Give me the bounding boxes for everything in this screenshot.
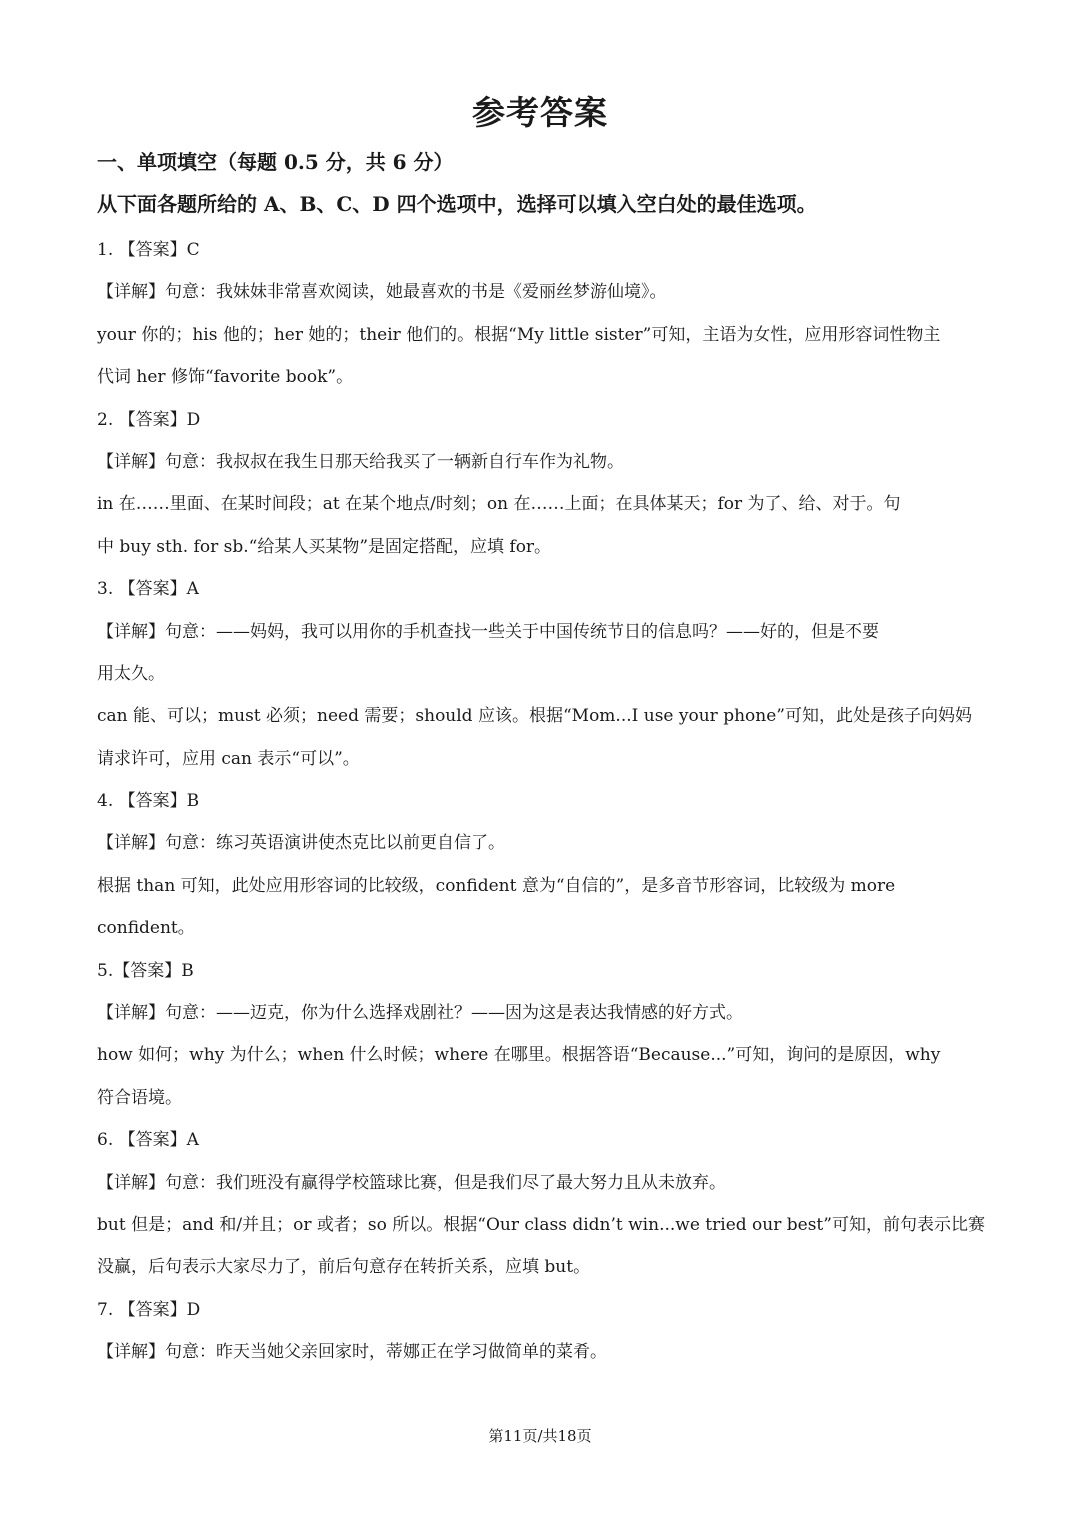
explanation-line: confident。 bbox=[97, 918, 195, 939]
explanation-line: can 能、可以；must 必须；need 需要；should 应该。根据“Mom...I use your phone”可知，此处是孩子向妈妈 bbox=[97, 706, 972, 727]
section-instruction: 从下面各题所给的 A、B、C、D 四个选项中，选择可以填入空白处的最佳选项。 bbox=[97, 192, 817, 216]
explanation-line: 根据 than 可知，此处应用形容词的比较级，confident 意为“自信的”，是多音节形容词，比较级为 more bbox=[97, 875, 896, 896]
page-number: 第11页/共18页 bbox=[488, 1427, 592, 1445]
explanation-line: 【详解】句意：我叔叔在我生日那天给我买了一辆新自行车作为礼物。 bbox=[97, 451, 624, 472]
explanation-line: 代词 her 修饰“favorite book”。 bbox=[97, 367, 354, 388]
explanation-line: 【详解】句意：——妈妈，我可以用你的手机查找一些关于中国传统节日的信息吗？——好的，但是不要 bbox=[97, 621, 879, 642]
explanation-line: 中 buy sth. for sb.“给某人买某物”是固定搭配，应填 for。 bbox=[97, 536, 552, 557]
answer-line: 5.【答案】B bbox=[97, 960, 194, 981]
answer-content bbox=[97, 229, 987, 1374]
answer-line: 3. 【答案】A bbox=[97, 579, 199, 600]
explanation-line: but 但是；and 和/并且；or 或者；so 所以。根据“Our class didn’t win...we tried our best”可知，前句表示比赛 bbox=[97, 1214, 985, 1235]
explanation-line: how 如何；why 为什么；when 什么时候；where 在哪里。根据答语“Because...”可知，询问的是原因，why bbox=[97, 1045, 941, 1066]
explanation-line: your 你的；his 他的；her 她的；their 他们的。根据“My little sister”可知，主语为女性，应用形容词性物主 bbox=[97, 324, 941, 345]
explanation-line: 【详解】句意：——迈克，你为什么选择戏剧社？——因为这是表达我情感的好方式。 bbox=[97, 1003, 743, 1024]
answer-line: 7. 【答案】D bbox=[97, 1299, 201, 1320]
page-title: 参考答案 bbox=[472, 93, 608, 132]
section-heading: 一、单项填空（每题 0.5 分，共 6 分） bbox=[97, 150, 454, 174]
answer-line: 1. 【答案】C bbox=[97, 240, 200, 260]
explanation-line: 没赢，后句表示大家尽力了，前后句意存在转折关系，应填 but。 bbox=[97, 1257, 591, 1278]
answer-line: 2. 【答案】D bbox=[97, 409, 201, 430]
explanation-line: 符合语境。 bbox=[97, 1087, 182, 1108]
explanation-line: 【详解】句意：我妹妹非常喜欢阅读，她最喜欢的书是《爱丽丝梦游仙境》。 bbox=[97, 282, 667, 303]
explanation-line: 【详解】句意：昨天当她父亲回家时，蒂娜正在学习做简单的菜肴。 bbox=[97, 1342, 607, 1363]
explanation-line: 用太久。 bbox=[97, 663, 165, 684]
explanation-line: 【详解】句意：我们班没有赢得学校篮球比赛，但是我们尽了最大努力且从未放弃。 bbox=[97, 1172, 726, 1193]
answer-line: 4. 【答案】B bbox=[97, 791, 200, 812]
explanation-line: 【详解】句意：练习英语演讲使杰克比以前更自信了。 bbox=[97, 833, 505, 854]
explanation-line: 请求许可，应用 can 表示“可以”。 bbox=[97, 748, 360, 769]
explanation-line: in 在……里面、在某时间段；at 在某个地点/时刻；on 在……上面；在具体某天；for 为了、给、对于。句 bbox=[97, 494, 901, 515]
answer-line: 6. 【答案】A bbox=[97, 1130, 199, 1151]
